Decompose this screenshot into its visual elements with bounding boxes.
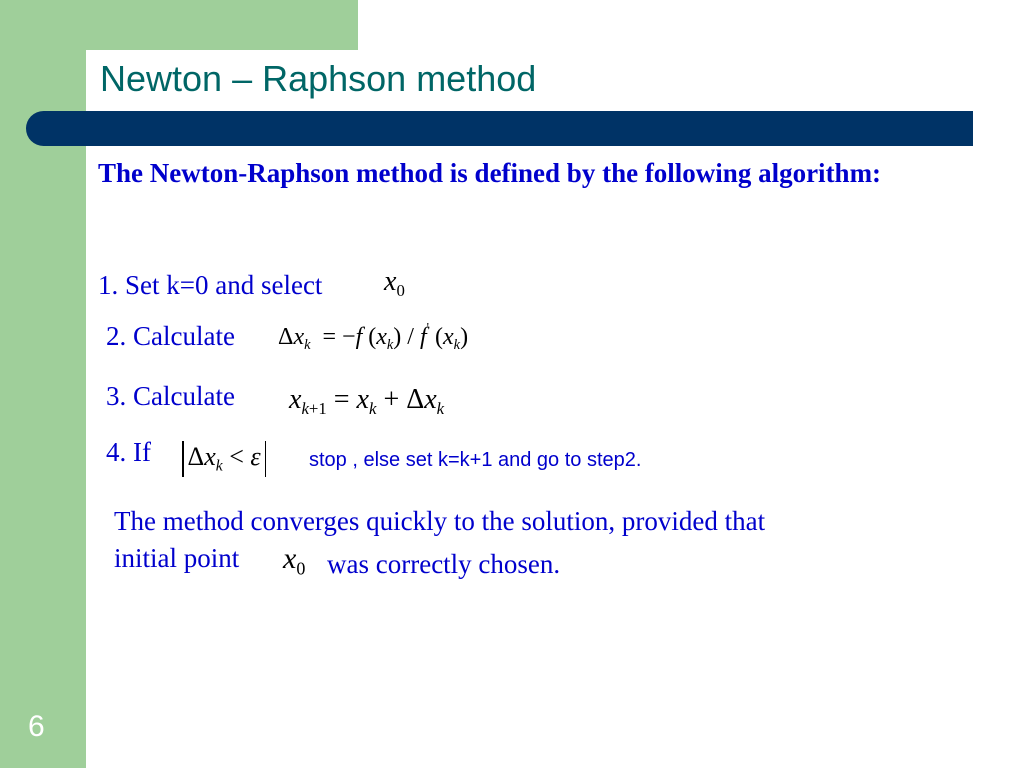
- step-3-label: 3. Calculate: [106, 381, 235, 411]
- conclusion-line-2-suffix: was correctly chosen.: [327, 549, 561, 579]
- step-1-label: 1. Set k=0 and select: [98, 270, 323, 300]
- step-2-label: 2. Calculate: [106, 321, 235, 351]
- title-underline-bar: [26, 111, 973, 146]
- step-4-stop-text: stop , else set k=k+1 and go to step2.: [309, 449, 642, 471]
- conclusion-x0-formula: $x_0$: [283, 542, 306, 579]
- step-4-label: 4. If: [106, 437, 151, 467]
- conclusion-line-2-prefix: initial point: [114, 543, 240, 573]
- step-2-formula: $\Delta x_k = -f$ $(x_k) / f'$ $(x_k)$: [278, 320, 469, 353]
- intro-text: The Newton-Raphson method is defined by the following algorithm:: [98, 158, 882, 188]
- conclusion-line-1: The method converges quickly to the solution, provided that: [114, 506, 766, 536]
- slide-title: Newton – Raphson method: [100, 58, 537, 99]
- slide-number: 6: [28, 710, 45, 743]
- top-accent-block: [0, 0, 358, 50]
- step-1-formula: $x_0$: [384, 266, 405, 300]
- step-3-formula: $x_{k+1} = x_k + \Delta x_k$: [289, 384, 445, 418]
- step-4-formula: $\Delta x_k < \varepsilon$: [178, 441, 270, 477]
